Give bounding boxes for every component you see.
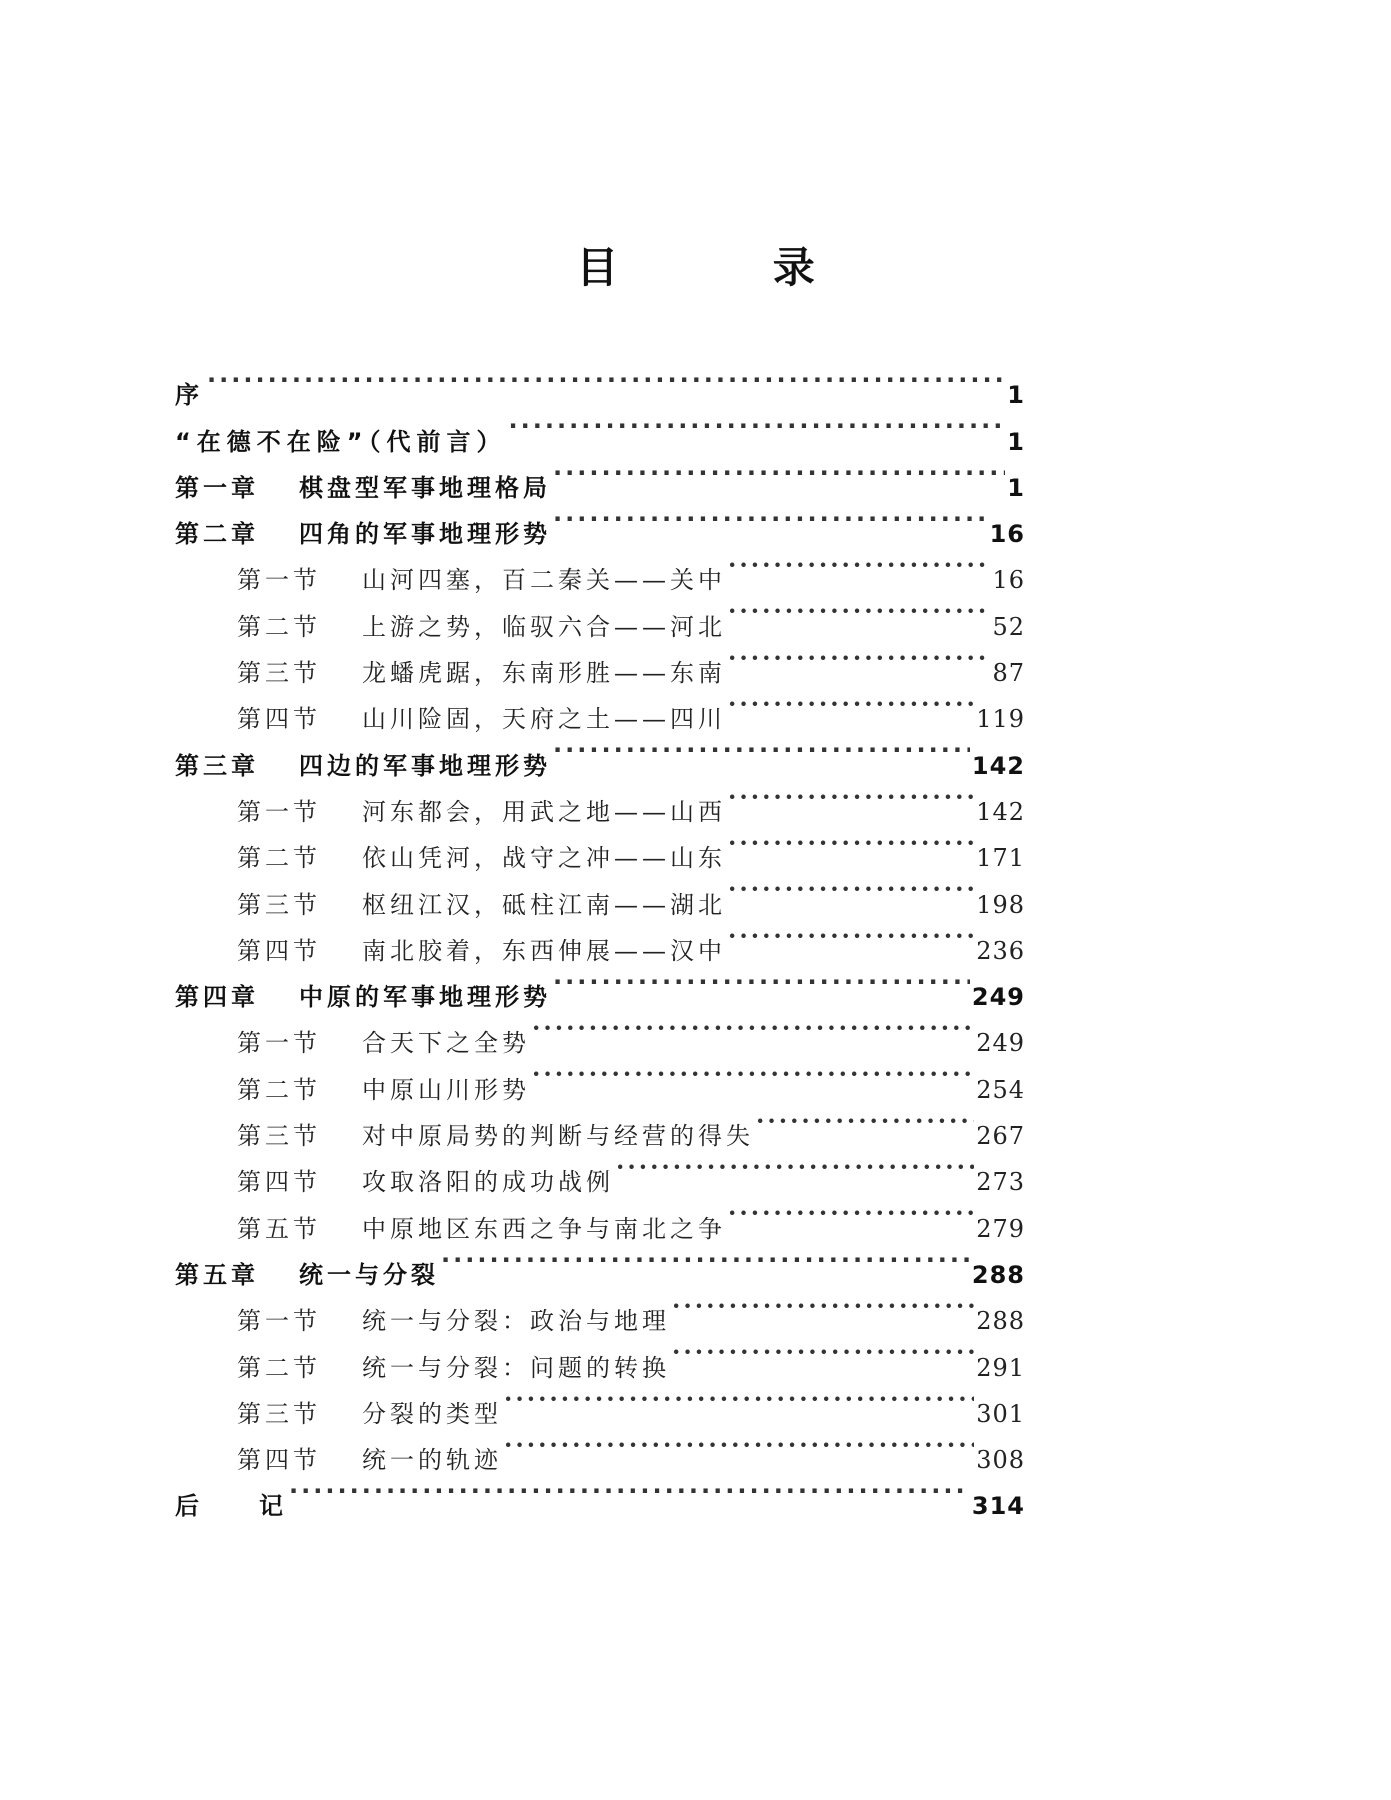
dot-leader (553, 496, 988, 542)
dot-leader (728, 866, 974, 912)
dot-leader (728, 913, 974, 959)
toc-entry-number: 第五章 (175, 1260, 259, 1289)
toc-page-number: 16 (992, 566, 1025, 595)
toc-entry-title: 统一与分裂 (299, 1260, 439, 1289)
page-title: 目 录 (576, 243, 885, 292)
toc-entry-title: 山河四塞，百二秦关——关中 (362, 566, 726, 595)
toc-entry-title: 对中原局势的判断与经营的得失 (362, 1122, 754, 1151)
dot-leader (532, 1005, 974, 1051)
dot-leader (207, 357, 1005, 403)
toc-entry-number: 第四节 (237, 1446, 321, 1475)
toc-page-number: 254 (976, 1075, 1025, 1104)
toc-entry-title: 南北胶着，东西伸展——汉中 (362, 936, 726, 965)
dot-leader (616, 1144, 974, 1190)
toc-entry-number: 第四节 (237, 1168, 321, 1197)
toc-page-number: 142 (976, 797, 1025, 826)
toc-entry-number: 第二节 (237, 844, 321, 873)
toc-entry-title: “在德不在险”（代前言） (175, 427, 507, 456)
toc-chapter-row[interactable] (175, 403, 1025, 456)
toc-entry-number: 第一节 (237, 1307, 321, 1336)
dot-leader (728, 588, 990, 634)
toc-entry-number: 第三节 (237, 890, 321, 919)
dot-leader (553, 959, 970, 1005)
toc-entry-number: 第四节 (237, 936, 321, 965)
dot-leader (728, 542, 990, 588)
dot-leader (672, 1283, 974, 1329)
toc-entry-title: 山川险固，天府之土——四川 (362, 705, 726, 734)
toc-entry-number: 第二节 (237, 1353, 321, 1382)
dot-leader (441, 1237, 970, 1283)
table-of-contents (175, 357, 1025, 1521)
toc-entry-number: 第二章 (175, 520, 259, 549)
toc-entry-number: 第一节 (237, 566, 321, 595)
toc-page-number: 142 (971, 751, 1025, 780)
toc-entry-title: 四角的军事地理形势 (299, 520, 551, 549)
toc-entry-number: 第一章 (175, 473, 259, 502)
toc-entry-title: 中原的军事地理形势 (299, 983, 551, 1012)
dot-leader (509, 403, 1006, 449)
toc-entry-number: 后 记 (175, 1492, 287, 1521)
toc-entry-number: 第三节 (237, 1122, 321, 1151)
dot-leader (553, 450, 1005, 496)
toc-page-number: 308 (976, 1446, 1025, 1475)
toc-page-number: 52 (992, 612, 1025, 641)
dot-leader (728, 774, 974, 820)
toc-entry-title: 四边的军事地理形势 (299, 751, 551, 780)
toc-page-number: 198 (976, 890, 1025, 919)
toc-chapter-row[interactable] (175, 1468, 1025, 1521)
toc-entry-number: 第五节 (237, 1214, 321, 1243)
dot-leader (672, 1329, 974, 1375)
toc-entry-number: 第三章 (175, 751, 259, 780)
toc-entry-title: 攻取洛阳的成功战例 (362, 1168, 614, 1197)
toc-entry-number: 第三节 (237, 1399, 321, 1428)
toc-entry-number: 第一节 (237, 1029, 321, 1058)
dot-leader (504, 1422, 974, 1468)
toc-page-number: 288 (976, 1307, 1025, 1336)
toc-entry-number: 第三节 (237, 659, 321, 688)
dot-leader (728, 681, 974, 727)
dot-leader (504, 1376, 974, 1422)
toc-entry-title: 棋盘型军事地理格局 (299, 473, 551, 502)
toc-entry-title: 上游之势，临驭六合——河北 (362, 612, 726, 641)
toc-entry-title: 依山凭河，战守之冲——山东 (362, 844, 726, 873)
toc-entry-number: 第一节 (237, 797, 321, 826)
toc-page-number: 301 (976, 1399, 1025, 1428)
toc-page-number: 1 (1007, 427, 1025, 456)
toc-entry-title: 序 (175, 381, 205, 410)
toc-entry-title: 分裂的类型 (362, 1399, 502, 1428)
toc-entry-number: 第二节 (237, 612, 321, 641)
toc-page-number: 1 (1007, 381, 1025, 410)
toc-entry-title: 龙蟠虎踞，东南形胜——东南 (362, 659, 726, 688)
dot-leader (553, 727, 970, 773)
toc-page-number: 171 (976, 844, 1025, 873)
dot-leader (756, 1098, 974, 1144)
toc-page-number: 273 (976, 1168, 1025, 1197)
toc-entry-title: 统一与分裂：问题的转换 (362, 1353, 670, 1382)
toc-page-number: 288 (971, 1260, 1025, 1289)
dot-leader (728, 820, 974, 866)
toc-entry-title: 统一与分裂：政治与地理 (362, 1307, 670, 1336)
toc-entry-number: 第四节 (237, 705, 321, 734)
toc-entry-title: 中原山川形势 (362, 1075, 530, 1104)
toc-page-number: 16 (989, 520, 1025, 549)
toc-page-number: 279 (976, 1214, 1025, 1243)
dot-leader (289, 1468, 970, 1514)
toc-entry-number: 第四章 (175, 983, 259, 1012)
toc-page-number: 291 (976, 1353, 1025, 1382)
toc-entry-number: 第二节 (237, 1075, 321, 1104)
toc-entry-title: 统一的轨迹 (362, 1446, 502, 1475)
toc-page-number: 236 (976, 936, 1025, 965)
dot-leader (728, 635, 990, 681)
toc-page-number: 314 (971, 1492, 1025, 1521)
toc-page-number: 267 (976, 1122, 1025, 1151)
toc-entry-title: 中原地区东西之争与南北之争 (362, 1214, 726, 1243)
toc-entry-title: 枢纽江汉，砥柱江南——湖北 (362, 890, 726, 919)
dot-leader (532, 1051, 974, 1097)
toc-page-number: 249 (976, 1029, 1025, 1058)
toc-entry-title: 河东都会，用武之地——山西 (362, 797, 726, 826)
toc-page-number: 249 (971, 983, 1025, 1012)
toc-page-number: 119 (976, 705, 1025, 734)
toc-page-number: 87 (992, 659, 1025, 688)
toc-entry-title: 合天下之全势 (362, 1029, 530, 1058)
dot-leader (728, 1190, 974, 1236)
toc-page-number: 1 (1007, 473, 1025, 502)
toc-chapter-row[interactable] (175, 357, 1025, 410)
